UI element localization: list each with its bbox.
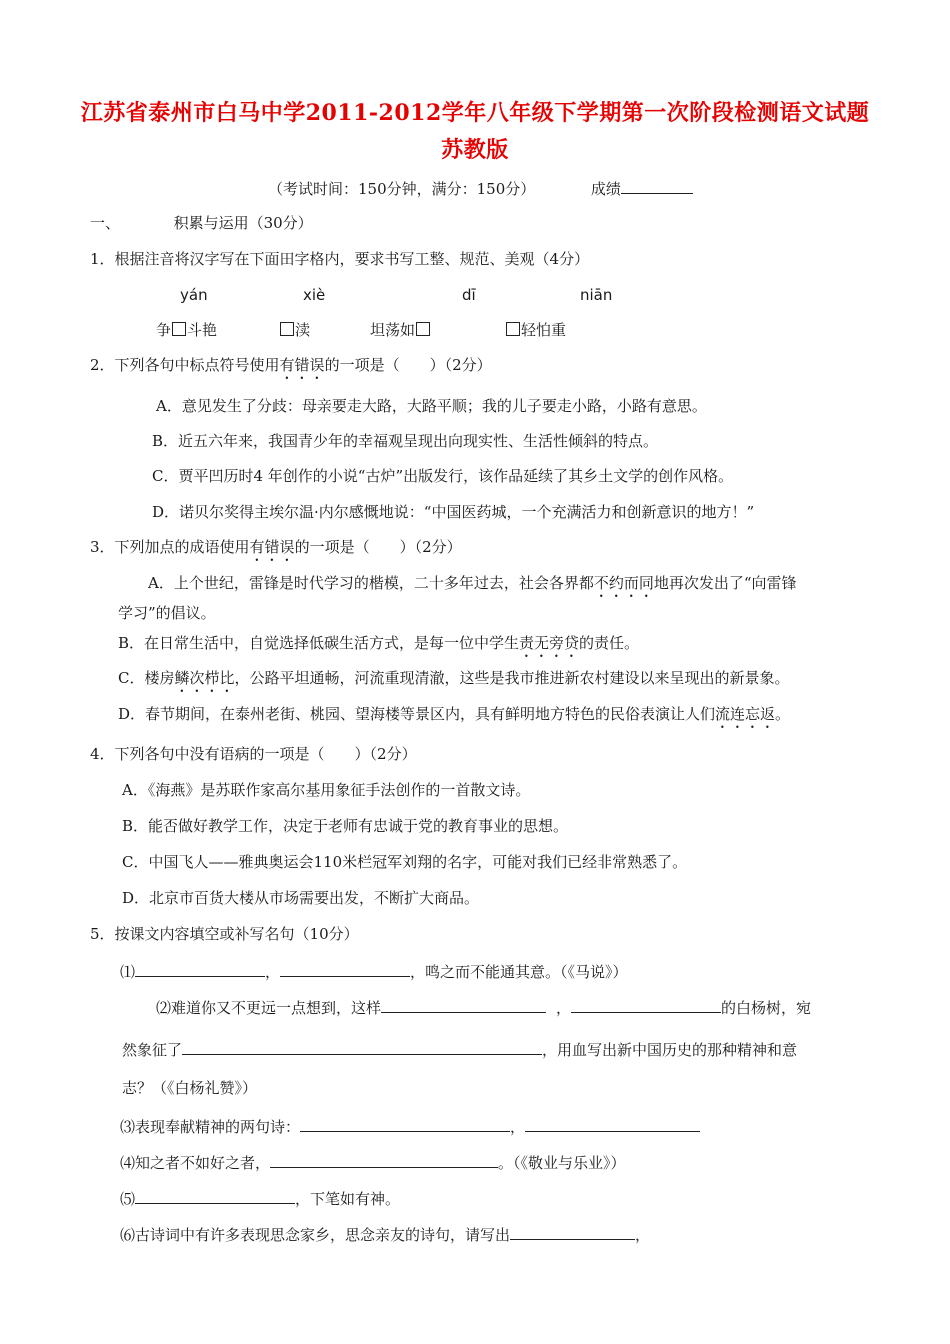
word-4: 轻怕重 — [505, 320, 566, 340]
word-1: 争 斗艳 — [156, 321, 218, 339]
pinyin-2: xiè — [303, 286, 326, 304]
section-heading — [90, 213, 313, 233]
char-box-2[interactable] — [280, 322, 294, 336]
q3-stem: 3．下列加点的成语使用有错误的一项是（ ）（2分） — [90, 538, 462, 556]
fill-blank[interactable] — [280, 960, 410, 977]
emphasis-text: 有错误 — [279, 356, 325, 374]
q3-option-c: C．楼房鳞次栉比，公路平坦通畅，河流重现清澈，这些是我市推进新农村建设以来呈现出的新景象。 — [118, 669, 790, 687]
pinyin-3: dī — [462, 286, 476, 304]
q4-option-a: A．《海燕》是苏联作家高尔基用象征手法创作的一首散文诗。 — [122, 781, 531, 799]
idiom-d: 流连忘返 — [715, 705, 776, 723]
q3-option-a-cont: 学习”的倡议。 — [118, 604, 216, 622]
q5-stem: 5．按课文内容填空或补写名句（10分） — [90, 925, 359, 943]
idiom-b: 责无旁贷 — [519, 634, 580, 652]
q5-item-2: ⑵难道你又不更远一点想到，这样 ， 的白杨树，宛 — [156, 996, 811, 1018]
fill-blank[interactable] — [300, 1115, 510, 1132]
fill-blank[interactable] — [525, 1115, 700, 1132]
exam-time-info: （考试时间：150分钟，满分：150分） — [268, 180, 536, 198]
fill-blank[interactable] — [381, 996, 546, 1013]
q4-option-b: B．能否做好教学工作，决定于老师有忠诚于党的教育事业的思想。 — [122, 817, 569, 835]
q5-item-6: ⑹古诗词中有许多表现思念家乡，思念亲友的诗句，请写出 ， — [120, 1223, 650, 1245]
q2-option-d: D．诺贝尔奖得主埃尔温·内尔感慨地说：“中国医药城，一个充满活力和创新意识的地方！” — [152, 503, 755, 521]
q2-option-a: A．意见发生了分歧：母亲要走大路，大路平顺；我的儿子要走小路，小路有意思。 — [156, 397, 707, 415]
char-box-1[interactable] — [172, 322, 186, 336]
q3-option-d: D．春节期间，在泰州老街、桃园、望海楼等景区内，具有鲜明地方特色的民俗表演让人们流连忘返。 — [118, 705, 791, 723]
q4-stem: 4．下列各句中没有语病的一项是（ ）（2分） — [90, 745, 417, 763]
q4-option-c: C．中国飞人——雅典奥运会110米栏冠军刘翔的名字，可能对我们已经非常熟悉了。 — [122, 853, 688, 871]
section-title: 积累与运用（30分） — [173, 214, 313, 232]
score-blank[interactable] — [621, 177, 693, 194]
word-3: 坦荡如 — [370, 320, 431, 340]
score-label: 成绩 — [590, 180, 621, 198]
q2-option-c: C．贾平凹历时4 年创作的小说“古炉”出版发行，该作品延续了其乡土文学的创作风格。 — [152, 467, 734, 485]
q2-option-b: B．近五六年来，我国青少年的幸福观呈现出向现实性、生活性倾斜的特点。 — [152, 432, 659, 450]
fill-blank[interactable] — [571, 996, 721, 1013]
q5-item-2-cont: 然象征了 ，用血写出新中国历史的那种精神和意 — [122, 1038, 797, 1060]
exam-info-line — [268, 177, 693, 199]
pinyin-4: niān — [580, 286, 613, 304]
q5-item-2-end: 志？（《白杨礼赞》） — [122, 1079, 258, 1097]
char-box-4[interactable] — [506, 322, 520, 336]
fill-blank[interactable] — [135, 1187, 295, 1204]
pinyin-1: yán — [180, 286, 208, 304]
q2-stem: 2．下列各句中标点符号使用有错误的一项是（ ）（2分） — [90, 356, 492, 374]
q5-item-4: ⑷知之者不如好之者， 。（《敬业与乐业》） — [120, 1151, 626, 1173]
section-number: 一、 — [90, 214, 121, 232]
q5-item-1: ⑴ ， ，鸣之而不能通其意。（《马说》） — [120, 960, 628, 982]
fill-blank[interactable] — [182, 1038, 542, 1055]
char-box-3[interactable] — [416, 322, 430, 336]
exam-title: 江苏省泰州市白马中学2011-2012学年八年级下学期第一次阶段检测语文试题 — [80, 100, 870, 126]
q5-item-3: ⑶表现奉献精神的两句诗： ， — [120, 1115, 700, 1137]
q4-option-d: D．北京市百货大楼从市场需要出发，不断扩大商品。 — [122, 889, 480, 907]
q3-option-a: A．上个世纪，雷锋是时代学习的楷模，二十多年过去，社会各界都不约而同地再次发出了“向雷锋 — [148, 574, 797, 592]
exam-subtitle: 苏教版 — [441, 137, 509, 163]
idiom-c: 鳞次栉比 — [174, 669, 235, 687]
fill-blank[interactable] — [135, 960, 265, 977]
fill-blank[interactable] — [270, 1151, 498, 1168]
q5-item-5: ⑸ ，下笔如有神。 — [120, 1187, 400, 1209]
idiom-a: 不约而同 — [593, 574, 654, 592]
word-2: 渎 — [279, 320, 310, 340]
q1-stem: 1．根据注音将汉字写在下面田字格内，要求书写工整、规范、美观（4分） — [90, 250, 590, 268]
fill-blank[interactable] — [510, 1223, 635, 1240]
emphasis-text: 有错误 — [249, 538, 295, 556]
q3-option-b: B．在日常生活中，自觉选择低碳生活方式，是每一位中学生责无旁贷的责任。 — [118, 634, 640, 652]
